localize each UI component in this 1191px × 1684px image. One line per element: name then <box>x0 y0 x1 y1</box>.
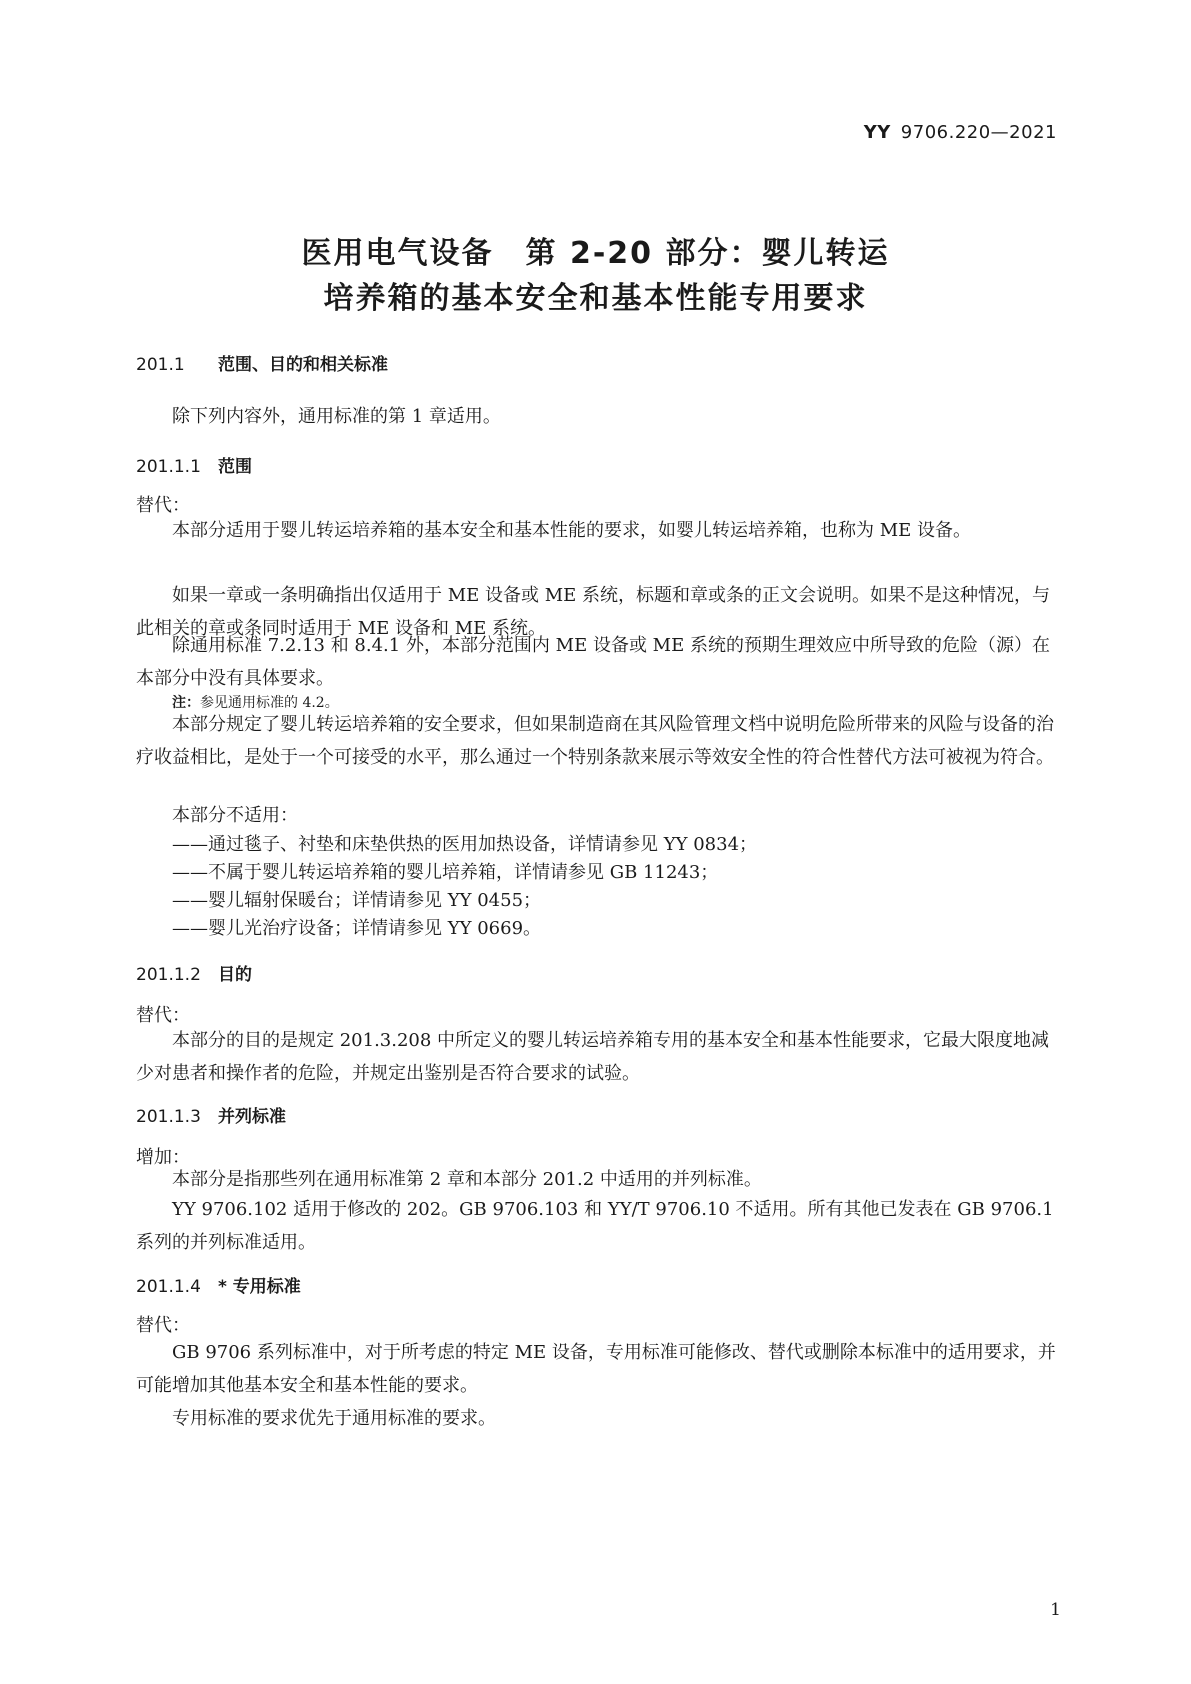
heading-title: 并列标准 <box>218 1107 286 1127</box>
list-item: ——通过毯子、衬垫和床垫供热的医用加热设备，详情请参见 YY 0834； <box>172 834 758 855</box>
heading-title: 范围 <box>218 457 252 477</box>
heading-201-1 <box>136 350 388 375</box>
heading-201-1-3 <box>136 1102 286 1127</box>
replacement-label: 替代： <box>136 1315 190 1336</box>
addition-label: 增加： <box>136 1147 190 1168</box>
paragraph: 本部分不适用： <box>172 805 298 826</box>
standard-code: 9706.220—2021 <box>900 122 1057 143</box>
paragraph: YY 9706.102 适用于修改的 202。GB 9706.103 和 YY/T 9706.10 不适用。所有其他已发表在 GB 9706.1 系列的并列标准适用。 <box>136 1199 1054 1253</box>
list-item: ——不属于婴儿转运培养箱的婴儿培养箱，详情请参见 GB 11243； <box>172 862 719 883</box>
paragraph: 如果一章或一条明确指出仅适用于 ME 设备或 ME 系统，标题和章或条的正文会说明。如果不是这种情况，与此相关的章或条同时适用于 ME 设备和 ME 系统。 <box>136 585 1051 639</box>
list-item: ——婴儿辐射保暖台；详情请参见 YY 0455； <box>172 890 542 911</box>
heading-number: 201.1.2 <box>136 965 201 985</box>
paragraph: 本部分规定了婴儿转运培养箱的安全要求，但如果制造商在其风险管理文档中说明危险所带来的风险与设备的治疗收益相比，是处于一个可接受的水平，那么通过一个特别条款来展示等效安全性的符合性替代方法可被视为符合。 <box>136 714 1054 768</box>
paragraph: 本部分是指那些列在通用标准第 2 章和本部分 201.2 中适用的并列标准。 <box>172 1169 762 1190</box>
paragraph: 专用标准的要求优先于通用标准的要求。 <box>172 1408 496 1429</box>
heading-number: 201.1 <box>136 355 185 375</box>
note-label: 注： <box>172 695 200 711</box>
list-item: ——婴儿光治疗设备；详情请参见 YY 0669。 <box>172 918 542 939</box>
paragraph: 除通用标准 7.2.13 和 8.4.1 外，本部分范围内 ME 设备或 ME 系统的预期生理效应中所导致的危险（源）在本部分中没有具体要求。 <box>136 635 1050 689</box>
paragraph: 除下列内容外，通用标准的第 1 章适用。 <box>172 406 501 427</box>
heading-201-1-2 <box>136 960 252 985</box>
replacement-label: 替代： <box>136 1005 190 1026</box>
note-text: 参见通用标准的 4.2。 <box>200 695 339 711</box>
heading-title: 范围、目的和相关标准 <box>218 355 388 375</box>
page-number: 1 <box>1050 1600 1061 1620</box>
document-title-line1: 医用电气设备 第 2-20 部分：婴儿转运 <box>301 236 890 271</box>
paragraph: GB 9706 系列标准中，对于所考虑的特定 ME 设备，专用标准可能修改、替代或删除本标准中的适用要求，并可能增加其他基本安全和基本性能的要求。 <box>136 1342 1056 1396</box>
document-title-line2: 培养箱的基本安全和基本性能专用要求 <box>323 281 868 316</box>
heading-title: 目的 <box>218 965 252 985</box>
replacement-label: 替代： <box>136 495 190 516</box>
paragraph: 本部分适用于婴儿转运培养箱的基本安全和基本性能的要求，如婴儿转运培养箱，也称为 ME 设备。 <box>172 520 972 541</box>
heading-number: 201.1.4 <box>136 1277 201 1297</box>
standard-prefix: YY <box>863 122 891 143</box>
paragraph: 本部分的目的是规定 201.3.208 中所定义的婴儿转运培养箱专用的基本安全和基本性能要求，它最大限度地减少对患者和操作者的危险，并规定出鉴别是否符合要求的试验。 <box>136 1030 1050 1084</box>
standard-number <box>864 122 1057 143</box>
heading-title: * 专用标准 <box>218 1277 301 1297</box>
heading-number: 201.1.1 <box>136 457 201 477</box>
heading-number: 201.1.3 <box>136 1107 201 1127</box>
heading-201-1-4 <box>136 1272 301 1297</box>
heading-201-1-1 <box>136 452 252 477</box>
